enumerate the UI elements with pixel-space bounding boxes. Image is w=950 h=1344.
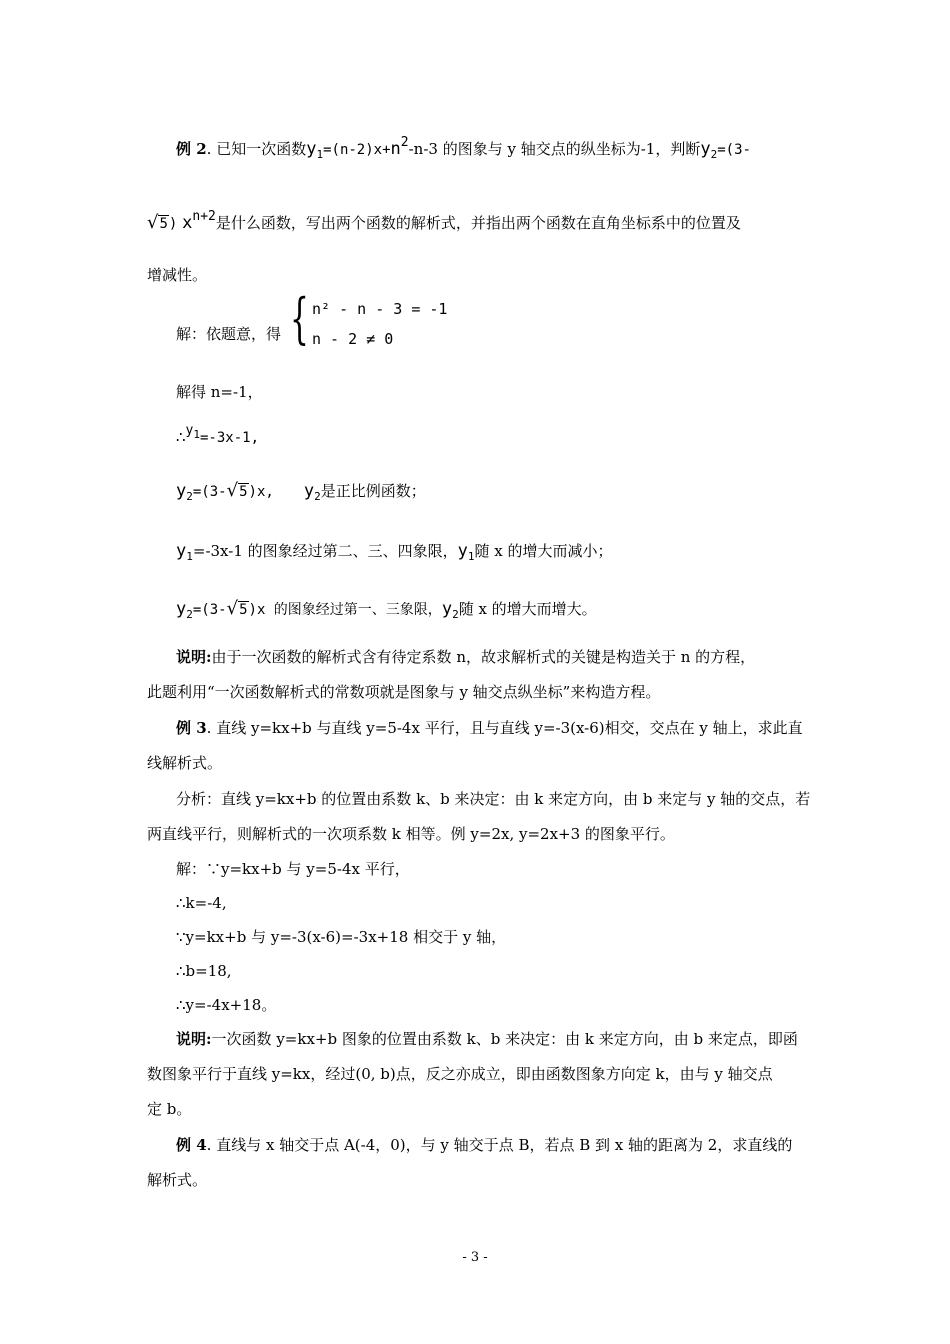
example-2-label: 例 2 [176,140,207,158]
note-2-line-1: 说明:一次函数 y=kx+b 图象的位置由系数 k、b 来决定：由 k 来定方向，由 b 来定点，即函 [176,1030,798,1048]
example-3-step-1: 解：∵y=kx+b 与 y=5-4x 平行， [176,860,410,878]
sqrt-symbol: √ [147,212,159,233]
y2-equation: $y_2=(3-√5)x$, $y_2$是正比例函数； [176,480,426,503]
example-4-label: 例 4 [176,1136,207,1154]
note-1-line-2: 此题利用“一次函数解析式的常数项就是图象与 y 轴交点纵坐标”来构造方程。 [147,683,661,701]
note-1-line-1: 说明:由于一次函数的解析式含有待定系数 n，故求解析式的关键是构造关于 n 的方程， [176,648,756,666]
analysis-line-2: 两直线平行，则解析式的一次项系数 k 相等。例 y=2x, y=2x+3 的图象平行。 [147,825,675,843]
example-3-step-3: ∵y=kx+b 与 y=-3(x-6)=-3x+18 相交于 y 轴， [176,928,507,946]
example-3-line-2: 线解析式。 [147,754,223,772]
example-3-label: 例 3 [176,719,207,737]
example-3-line-1: 例 3. 直线 y=kx+b 与直线 y=5-4x 平行，且与直线 y=-3(x-6)相交，交点在 y 轴上，求此直 [176,719,803,737]
brace: { [290,287,309,350]
example-3-step-4: ∴b=18, [176,962,232,980]
solved-n: 解得 n=-1， [176,383,263,401]
y1-equation: $\therefore y^1=-3x-1$, [176,423,260,446]
y1-quadrants: $y_1=-3x-1$ 的图象经过第二、三、四象限，$y_1$随 x 的增大而减小； [176,541,613,563]
equation-row-2: n - 2 ≠ 0 [312,330,394,348]
note-1-label: 说明: [176,648,212,666]
example-2-line-3: 增减性。 [147,266,208,284]
example-4-line-2: 解析式。 [147,1171,208,1189]
equation-system [290,287,450,356]
solution-intro: 解：依题意，得 [176,325,282,343]
y2-quadrants: $y_2=(3-√5)x$ 的图象经过第一、三象限，$y_2$随 x 的增大而增大。 [176,598,597,621]
note-2-label: 说明: [176,1030,212,1048]
example-2-line-2: √5) xn+2是什么函数，写出两个函数的解析式，并指出两个函数在直角坐标系中的位置及 [147,209,741,233]
example-3-step-5: ∴y=-4x+18。 [176,996,277,1014]
note-2-line-2: 数图象平行于直线 y=kx，经过(0, b)点，反之亦成立，即由函数图象方向定 k，由与 y 轴交点 [147,1065,773,1083]
note-2-line-3: 定 b。 [147,1100,192,1118]
analysis-line-1: 分析：直线 y=kx+b 的位置由系数 k、b 来决定：由 k 来定方向，由 b 来定与 y 轴的交点，若 [176,790,811,808]
equation-row-1: n² - n - 3 = -1 [312,300,448,318]
example-4-line-1: 例 4. 直线与 x 轴交于点 A(-4，0)，与 y 轴交于点 B，若点 B 到 x 轴的距离为 2，求直线的 [176,1136,793,1154]
page-number: - 3 - [462,1250,488,1265]
example-2-line-1: 例 2. 已知一次函数$y_1=(n-2)x+n2-n-3$ 的图象与 y 轴交点的纵坐标为-1，判断$y_2=(3-$ [176,135,751,161]
example-3-step-2: ∴k=-4, [176,894,227,912]
